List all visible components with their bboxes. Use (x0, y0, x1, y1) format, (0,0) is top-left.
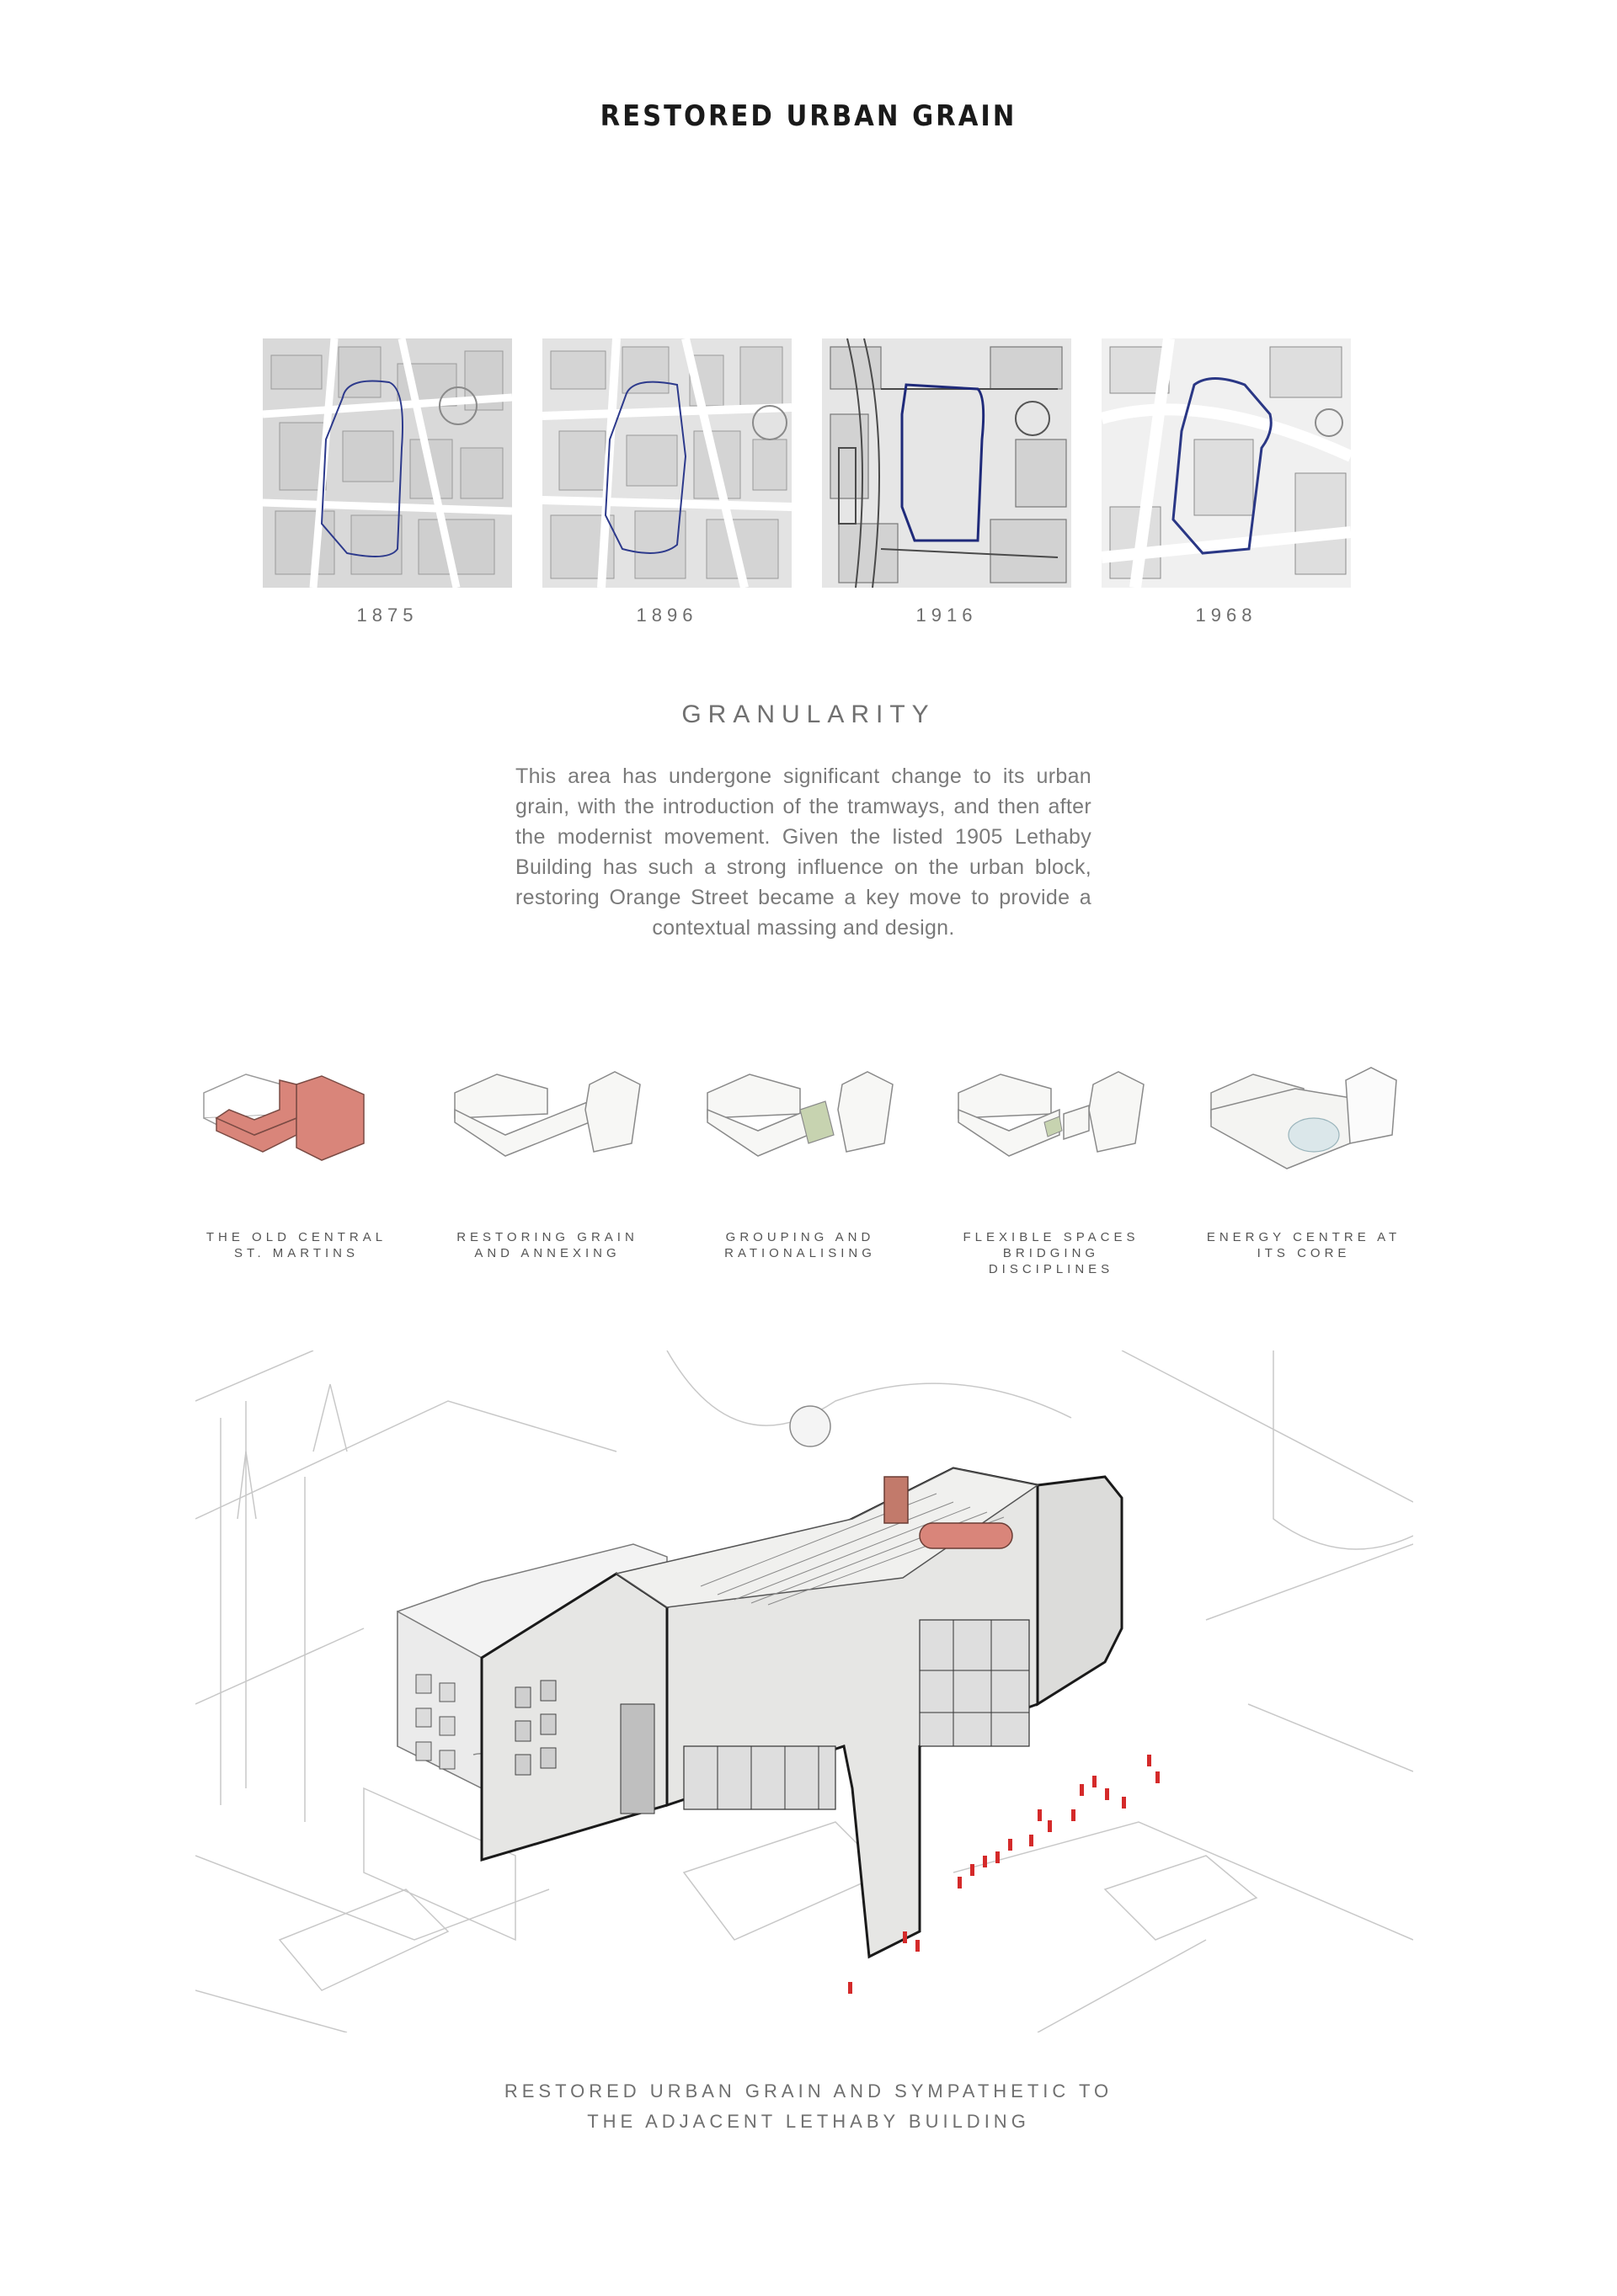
drawing-caption-line: THE ADJACENT LETHABY BUILDING (587, 2111, 1030, 2132)
diagram-caption (691, 1229, 910, 1261)
section-heading: GRANULARITY (681, 701, 936, 728)
historic-map-1916 (822, 338, 1071, 588)
diagram-caption (942, 1229, 1161, 1277)
massing-diagram-flexible-spaces (950, 1051, 1152, 1194)
diagram-caption (187, 1229, 406, 1261)
map-year-label: 1916 (915, 605, 978, 626)
map-year-label: 1896 (636, 605, 698, 626)
page-title: RESTORED URBAN GRAIN (600, 99, 1017, 133)
drawing-caption (0, 2076, 1617, 2137)
diagram-caption-line: RESTORING GRAIN (456, 1230, 638, 1244)
massing-diagram-grouping (699, 1051, 901, 1194)
map-year-label: 1875 (356, 605, 419, 626)
historic-map-1896 (542, 338, 792, 588)
granularity-paragraph: This area has undergone significant change to its urban grain, with the introduction of the tramways, and then after the modernist movement. Given the listed 1905 Lethaby Building has such a strong influence on the urban block, restoring Orange Street became a key move to provide a contextual massing and design. (515, 764, 1091, 940)
massing-diagram-restoring-grain (446, 1051, 648, 1194)
diagram-caption-line: ENERGY CENTRE AT (1206, 1230, 1401, 1244)
historic-map-1968 (1102, 338, 1351, 588)
massing-diagram-old-central-st-martins (195, 1051, 398, 1194)
drawing-caption-line: RESTORED URBAN GRAIN AND SYMPATHETIC TO (504, 2080, 1113, 2102)
massing-diagram-energy-centre (1203, 1051, 1405, 1194)
diagram-caption-line: THE OLD CENTRAL (205, 1230, 387, 1244)
map-year-label: 1968 (1195, 605, 1257, 626)
diagram-caption-line: FLEXIBLE SPACES (963, 1230, 1139, 1244)
diagram-caption-line: ITS CORE (1257, 1246, 1351, 1260)
diagram-caption-line: GROUPING AND (725, 1230, 875, 1244)
diagram-caption-line: RATIONALISING (724, 1246, 876, 1260)
diagram-caption-line: ST. MARTINS (233, 1246, 360, 1260)
axonometric-drawing (195, 1350, 1413, 2032)
diagram-caption-line: AND ANNEXING (474, 1246, 621, 1260)
diagram-caption (438, 1229, 657, 1261)
historic-map-1875 (263, 338, 512, 588)
diagram-caption-line: BRIDGING DISCIPLINES (988, 1246, 1114, 1276)
diagram-caption (1194, 1229, 1413, 1261)
